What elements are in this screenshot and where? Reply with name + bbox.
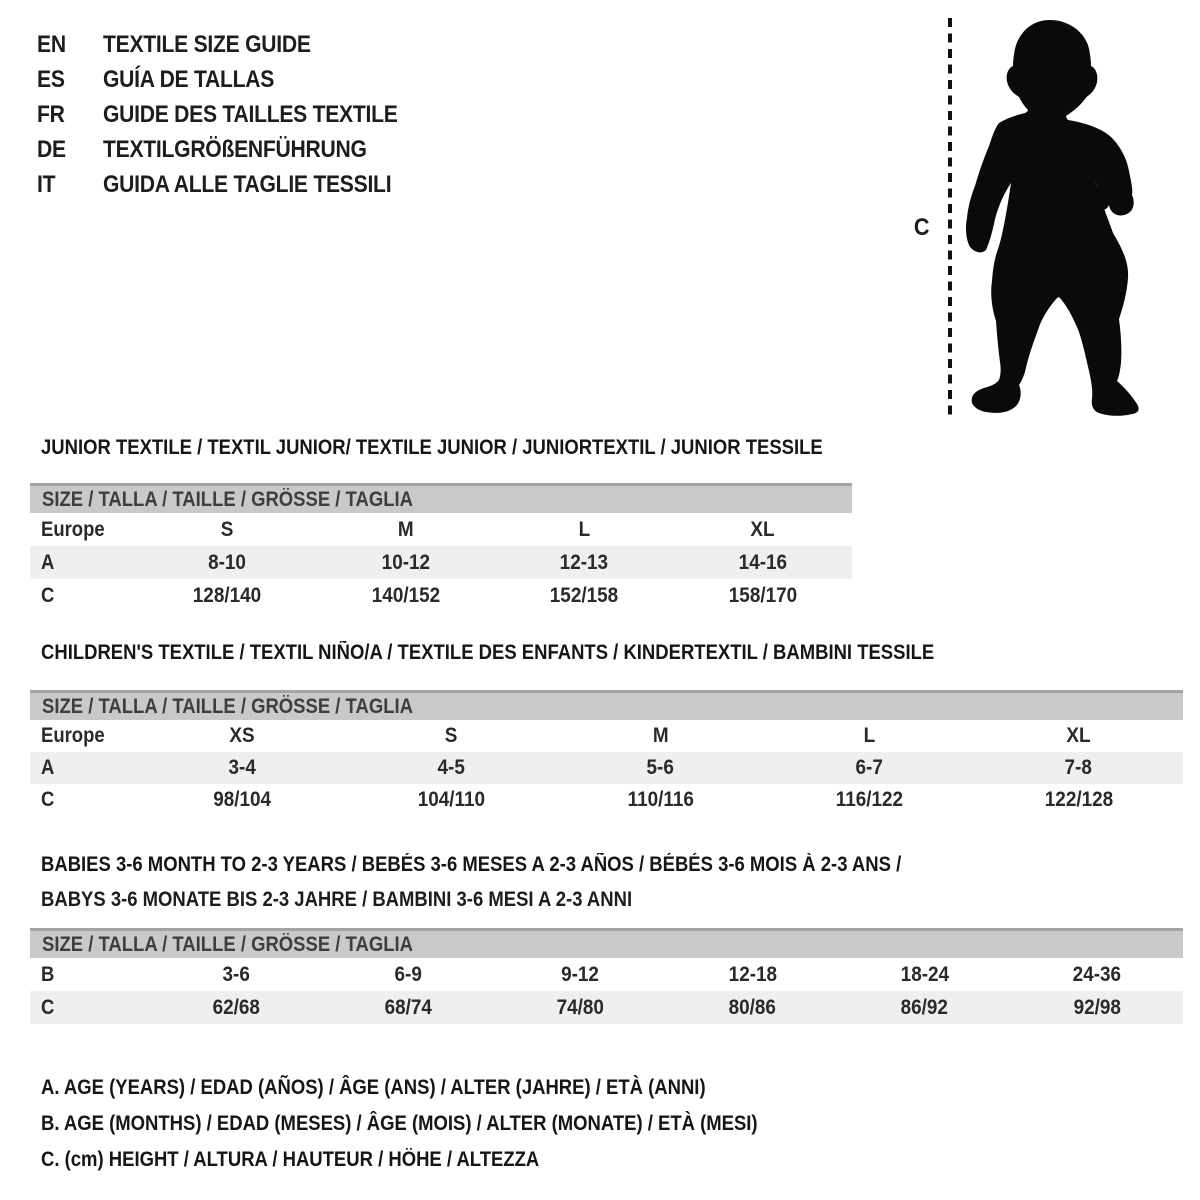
table-cell bbox=[974, 724, 1183, 748]
table-row bbox=[30, 991, 1183, 1024]
row-label-text: C bbox=[41, 788, 55, 811]
table-cell-text: 92/98 bbox=[1073, 995, 1121, 1019]
row-label-text: Europe bbox=[41, 517, 105, 541]
table-cell bbox=[347, 724, 556, 748]
table-cell bbox=[138, 788, 347, 812]
table-cell-text: 62/68 bbox=[212, 995, 260, 1019]
table-cell bbox=[674, 518, 853, 542]
language-code-text: IT bbox=[37, 170, 56, 198]
row-label-text: A bbox=[41, 550, 55, 574]
language-code bbox=[37, 136, 103, 164]
section-heading-text: JUNIOR TEXTILE / TEXTIL JUNIOR/ TEXTILE JUNIOR / JUNIORTEXTIL / JUNIOR TESSILE bbox=[41, 436, 823, 459]
size-header-bar bbox=[30, 690, 1183, 720]
table-cell-text: 7-8 bbox=[1064, 756, 1093, 779]
table-cell-text: M bbox=[397, 517, 414, 541]
table-cell-text: 6-9 bbox=[394, 962, 422, 986]
table-row bbox=[30, 958, 1183, 991]
table-cell bbox=[495, 584, 674, 608]
table-cell bbox=[839, 996, 1011, 1020]
language-title bbox=[103, 31, 339, 59]
table-cell bbox=[839, 963, 1011, 987]
language-row bbox=[37, 27, 438, 62]
row-label-text: B bbox=[41, 962, 55, 986]
row-label bbox=[30, 788, 138, 812]
size-header-text: SIZE / TALLA / TAILLE / GRÖSSE / TAGLIA bbox=[42, 487, 413, 511]
table-cell-text: 104/110 bbox=[417, 788, 486, 811]
language-code bbox=[37, 171, 103, 199]
row-label bbox=[30, 996, 150, 1020]
table-cell-text: 122/128 bbox=[1044, 788, 1113, 811]
section-heading-text: CHILDREN'S TEXTILE / TEXTIL NIÑO/A / TEXTILE DES ENFANTS / KINDERTEXTIL / BAMBINI TESSILE bbox=[41, 641, 935, 664]
language-row bbox=[37, 167, 438, 202]
table-cell-text: XL bbox=[750, 517, 775, 541]
row-label bbox=[30, 584, 138, 608]
row-label-text: A bbox=[41, 756, 55, 779]
row-label-text: C bbox=[41, 995, 55, 1019]
language-title bbox=[103, 136, 403, 164]
legend-line bbox=[41, 1142, 855, 1178]
table-cell bbox=[974, 788, 1183, 812]
table-cell-text: 80/86 bbox=[728, 995, 777, 1019]
table-cell bbox=[495, 518, 674, 542]
size-header-bar bbox=[30, 483, 852, 513]
table-cell-text: L bbox=[578, 517, 591, 541]
table-cell bbox=[765, 756, 974, 780]
table-cell-text: 74/80 bbox=[556, 995, 605, 1019]
legend-line-text: C. (cm) HEIGHT / ALTURA / HAUTEUR / HÖHE / ALTEZZA bbox=[41, 1148, 540, 1171]
section-childrens-textile bbox=[30, 641, 1183, 816]
section-heading-line2-text: BABYS 3-6 MONATE BIS 2-3 JAHRE / BAMBINI 3-6 MESI A 2-3 ANNI bbox=[41, 888, 633, 911]
table-cell bbox=[1011, 996, 1183, 1020]
table-cell-text: 3-6 bbox=[222, 962, 250, 986]
table-cell bbox=[974, 756, 1183, 780]
section-heading bbox=[41, 853, 1183, 877]
language-title bbox=[103, 101, 438, 129]
table-cell bbox=[674, 551, 853, 575]
language-row bbox=[37, 62, 438, 97]
language-title-text: TEXTILGRÖßENFÜHRUNG bbox=[103, 135, 367, 163]
table-row bbox=[30, 784, 1183, 816]
table-cell-text: 68/74 bbox=[384, 995, 432, 1019]
table-cell bbox=[138, 518, 317, 542]
table-cell bbox=[138, 551, 317, 575]
legend-line-text: B. AGE (MONTHS) / EDAD (MESES) / ÂGE (MOIS) / ALTER (MONATE) / ETÀ (MESI) bbox=[41, 1112, 758, 1135]
table-cell-text: 152/158 bbox=[550, 583, 619, 607]
language-list bbox=[37, 27, 438, 202]
table-cell-text: 3-4 bbox=[228, 756, 257, 779]
language-code bbox=[37, 31, 103, 59]
table-cell bbox=[494, 963, 666, 987]
table-cell-text: 128/140 bbox=[193, 583, 262, 607]
table-cell bbox=[317, 584, 496, 608]
language-title-text: GUÍA DE TALLAS bbox=[103, 65, 275, 93]
language-title bbox=[103, 66, 297, 94]
table-cell-text: 14-16 bbox=[738, 550, 787, 574]
row-label bbox=[30, 518, 138, 542]
table-cell bbox=[138, 756, 347, 780]
table-cell bbox=[317, 518, 496, 542]
row-label-text: C bbox=[41, 583, 55, 607]
baby-silhouette bbox=[966, 20, 1139, 416]
language-title-text: TEXTILE SIZE GUIDE bbox=[103, 30, 311, 58]
table-cell bbox=[322, 963, 494, 987]
language-row bbox=[37, 97, 438, 132]
table-cell-text: 86/92 bbox=[901, 995, 949, 1019]
table-cell bbox=[674, 584, 853, 608]
size-header-text: SIZE / TALLA / TAILLE / GRÖSSE / TAGLIA bbox=[42, 694, 413, 718]
table-cell-text: 9-12 bbox=[561, 962, 600, 986]
table-cell-text: 12-18 bbox=[728, 962, 777, 986]
language-title bbox=[103, 171, 431, 199]
height-label-c bbox=[913, 214, 930, 242]
language-code-text: EN bbox=[37, 30, 66, 58]
section-heading-line2 bbox=[41, 888, 1183, 912]
table-cell-text: 4-5 bbox=[437, 756, 466, 779]
table-cell-text: 140/152 bbox=[371, 583, 440, 607]
size-header-bar bbox=[30, 928, 1183, 958]
table-cell-text: 10-12 bbox=[381, 550, 430, 574]
size-table bbox=[30, 958, 1183, 1024]
language-row bbox=[37, 132, 438, 167]
row-label bbox=[30, 963, 150, 987]
table-cell-text: 6-7 bbox=[855, 756, 884, 779]
table-cell bbox=[556, 788, 765, 812]
table-cell bbox=[765, 788, 974, 812]
table-row bbox=[30, 546, 852, 579]
table-cell bbox=[150, 963, 322, 987]
table-cell bbox=[322, 996, 494, 1020]
table-cell-text: 98/104 bbox=[213, 788, 272, 811]
size-table bbox=[30, 720, 1183, 816]
row-label bbox=[30, 724, 138, 748]
table-cell bbox=[1011, 963, 1183, 987]
table-cell bbox=[667, 963, 839, 987]
table-row bbox=[30, 579, 852, 612]
table-cell bbox=[556, 724, 765, 748]
table-cell bbox=[765, 724, 974, 748]
table-cell bbox=[667, 996, 839, 1020]
table-cell-text: 18-24 bbox=[900, 962, 949, 986]
language-title-text: GUIDE DES TAILLES TEXTILE bbox=[103, 100, 398, 128]
table-cell-text: 12-13 bbox=[560, 550, 609, 574]
table-cell-text: XL bbox=[1066, 724, 1091, 747]
table-cell-text: S bbox=[220, 517, 234, 541]
table-cell-text: 5-6 bbox=[646, 756, 675, 779]
legend-line bbox=[41, 1070, 855, 1106]
section-junior-textile bbox=[30, 436, 852, 612]
height-measure-figure bbox=[938, 10, 1150, 420]
language-code-text: DE bbox=[37, 135, 66, 163]
table-row bbox=[30, 513, 852, 546]
table-row bbox=[30, 752, 1183, 784]
table-cell-text: 116/122 bbox=[835, 788, 904, 811]
legend-line bbox=[41, 1106, 855, 1142]
row-label bbox=[30, 551, 138, 575]
language-code bbox=[37, 101, 103, 129]
table-cell bbox=[347, 756, 556, 780]
section-babies-textile bbox=[30, 853, 1183, 1024]
table-cell bbox=[317, 551, 496, 575]
table-cell-text: 158/170 bbox=[728, 583, 797, 607]
table-cell-text: 24-36 bbox=[1072, 962, 1122, 986]
table-cell bbox=[556, 756, 765, 780]
table-cell bbox=[138, 724, 347, 748]
section-heading bbox=[41, 641, 1183, 665]
table-cell-text: 8-10 bbox=[208, 550, 247, 574]
table-cell-text: L bbox=[863, 724, 876, 747]
row-label-text: Europe bbox=[41, 724, 105, 747]
language-code-text: ES bbox=[37, 65, 65, 93]
table-cell bbox=[494, 996, 666, 1020]
table-cell-text: S bbox=[445, 724, 458, 747]
table-cell bbox=[495, 551, 674, 575]
section-heading bbox=[41, 436, 852, 460]
language-code-text: FR bbox=[37, 100, 65, 128]
table-cell-text: XS bbox=[229, 724, 256, 747]
height-label-text: C bbox=[913, 214, 930, 241]
table-cell bbox=[138, 584, 317, 608]
measurement-legend bbox=[41, 1070, 855, 1178]
language-title-text: GUIDA ALLE TAGLIE TESSILI bbox=[103, 170, 392, 198]
row-label bbox=[30, 756, 138, 780]
table-cell-text: M bbox=[652, 724, 669, 747]
table-row bbox=[30, 720, 1183, 752]
language-code bbox=[37, 66, 103, 94]
size-table bbox=[30, 513, 852, 612]
table-cell bbox=[347, 788, 556, 812]
size-header-text: SIZE / TALLA / TAILLE / GRÖSSE / TAGLIA bbox=[42, 932, 413, 956]
section-heading-text: BABIES 3-6 MONTH TO 2-3 YEARS / BEBÉS 3-6 MESES A 2-3 AÑOS / BÉBÉS 3-6 MOIS À 2-3 ANS / bbox=[41, 853, 902, 876]
legend-line-text: A. AGE (YEARS) / EDAD (AÑOS) / ÂGE (ANS) / ALTER (JAHRE) / ETÀ (ANNI) bbox=[41, 1076, 706, 1099]
table-cell bbox=[150, 996, 322, 1020]
table-cell-text: 110/116 bbox=[627, 788, 694, 811]
